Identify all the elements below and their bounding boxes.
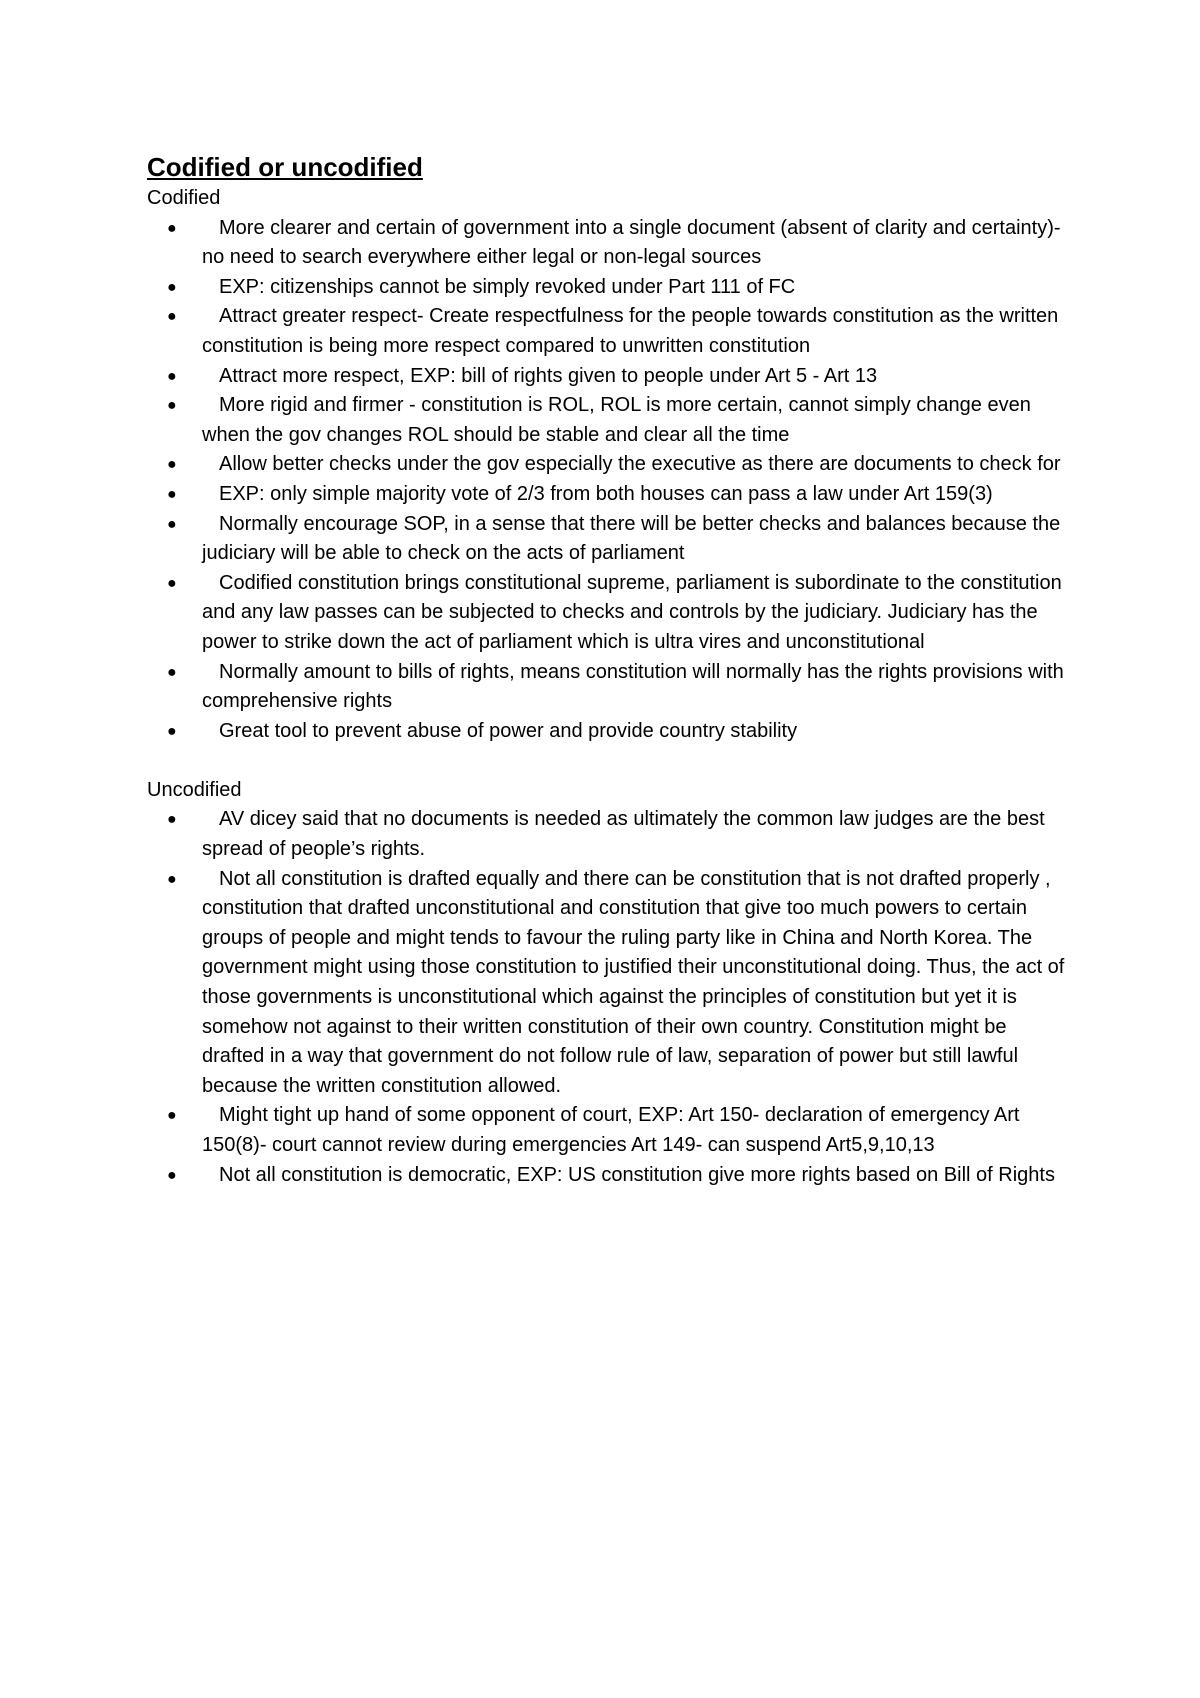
list-item: ● Normally amount to bills of rights, means constitution will normally has the rights provisions with comprehensive rights: [147, 658, 1067, 717]
list-item: ● Great tool to prevent abuse of power and provide country stability: [147, 717, 1067, 747]
list-item: ● Attract more respect, EXP: bill of rights given to people under Art 5 - Art 13: [147, 362, 1067, 392]
bullet-dot-icon: ●: [167, 1166, 177, 1184]
list-item: ● AV dicey said that no documents is needed as ultimately the common law judges are the best spread of people’s rights.: [147, 805, 1067, 864]
uncodified-list: [147, 805, 1067, 1190]
list-item: ● Allow better checks under the gov especially the executive as there are documents to check for: [147, 450, 1067, 480]
list-item: ● Attract greater respect- Create respectfulness for the people towards constitution as the written constitution is being more respect compared to unwritten constitution: [147, 302, 1067, 361]
list-item: ● Might tight up hand of some opponent of court, EXP: Art 150- declaration of emergency Art 150(8)- court cannot review during emergencies Art 149- can suspend Art5,9,10,13: [147, 1101, 1067, 1160]
list-item: ● Codified constitution brings constitutional supreme, parliament is subordinate to the constitution and any law passes can be subjected to checks and controls by the judiciary. Judiciary has the power to strike down the act of parliament which is ultra vires and unconstitutional: [147, 569, 1067, 658]
codified-list: [147, 214, 1067, 747]
bullet-dot-icon: ●: [167, 515, 177, 533]
bullet-dot-icon: ●: [167, 485, 177, 503]
list-item: ● More rigid and firmer - constitution is ROL, ROL is more certain, cannot simply change even when the gov changes ROL should be stable and clear all the time: [147, 391, 1067, 450]
bullet-dot-icon: ●: [167, 663, 177, 681]
bullet-dot-icon: ●: [167, 870, 177, 888]
bullet-dot-icon: ●: [167, 811, 177, 829]
bullet-dot-icon: ●: [167, 722, 177, 740]
bullet-dot-icon: ●: [167, 1107, 177, 1125]
list-item: ● Not all constitution is drafted equally and there can be constitution that is not drafted properly , constitution that drafted unconstitutional and constitution that give too much powers to certain groups of people and might tends to favour the ruling party like in China and North Korea. The government might using those constitution to justified their unconstitutional doing. Thus, the act of those governments is unconstitutional which against the principles of constitution but yet it is somehow not against to their written constitution of their own country. Constitution might be drafted in a way that government do not follow rule of law, separation of power but still lawful because the written constitution allowed.: [147, 865, 1067, 1102]
list-item: ● Normally encourage SOP, in a sense that there will be better checks and balances because the judiciary will be able to check on the acts of parliament: [147, 510, 1067, 569]
bullet-dot-icon: ●: [167, 367, 177, 385]
bullet-dot-icon: ●: [167, 574, 177, 592]
section-heading-codified: Codified: [147, 187, 221, 209]
list-item: ● More clearer and certain of government into a single document (absent of clarity and certainty)- no need to search everywhere either legal or non-legal sources: [147, 214, 1067, 273]
bullet-dot-icon: ●: [167, 456, 177, 474]
bullet-dot-icon: ●: [167, 308, 177, 326]
section-spacer: [147, 746, 1067, 776]
bullet-dot-icon: ●: [167, 219, 177, 237]
section-heading-uncodified: Uncodified: [147, 778, 242, 801]
list-item: ● EXP: only simple majority vote of 2/3 from both houses can pass a law under Art 159(3): [147, 480, 1067, 510]
bullet-dot-icon: ●: [167, 278, 177, 296]
list-item: ● Not all constitution is democratic, EXP: US constitution give more rights based on Bill of Rights: [147, 1161, 1067, 1191]
page-title: Codified or uncodified: [147, 152, 423, 182]
document-body: [147, 150, 1067, 1190]
bullet-dot-icon: ●: [167, 397, 177, 415]
list-item: ● EXP: citizenships cannot be simply revoked under Part 111 of FC: [147, 273, 1067, 303]
